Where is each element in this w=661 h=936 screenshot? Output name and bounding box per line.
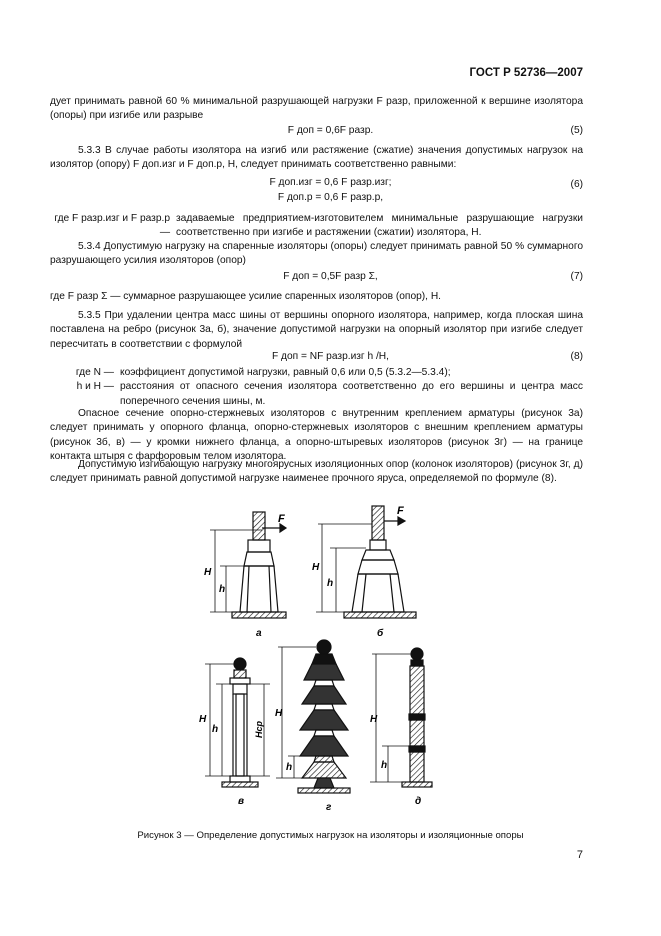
definition-8 <box>50 366 583 409</box>
insulator-d-drawing <box>370 648 432 787</box>
definition-6-text: задаваемые предприятием-изготовителем минимальные разрушающие нагрузки соответственно при изгибе и растяжении (сжатии) изолятора, Н. <box>176 213 583 239</box>
figure-caption: Рисунок 3 — Определение допустимых нагрузок на изоляторы и изоляционные опоры <box>137 830 524 841</box>
formula-6-number: (6) <box>570 179 583 190</box>
paragraph-5-3-4: 5.3.4 Допустимую нагрузку на спаренные изоляторы (опоры) следует принимать равной 50 % суммарного разрушающего усилия изоляторов (опор) <box>50 241 583 267</box>
label-h-lower-b: h <box>327 578 334 589</box>
label-f-b: F <box>397 505 404 517</box>
label-h-upper-d: H <box>370 714 378 725</box>
label-h-upper-b: H <box>312 562 320 573</box>
page-number: 7 <box>576 849 583 861</box>
definition-8-text-h: расстояния от опасного сечения изолятора соответственно до его вершины и центра масс поперечного сечения шины, м. <box>120 381 583 407</box>
formula-7-number: (7) <box>570 271 583 282</box>
insulator-a-drawing <box>210 512 286 618</box>
label-h-lower-g: h <box>286 762 293 773</box>
label-b: б <box>377 628 384 639</box>
definition-7: где F разр Σ — суммарное разрушающее усилие спаренных изоляторов (опор), Н. <box>50 291 442 302</box>
label-f-a: F <box>278 513 285 525</box>
label-h-lower-v: h <box>212 724 219 735</box>
formula-8: F доп = NF разр.изг h /H, <box>271 351 389 362</box>
paragraph-5-3-5: 5.3.5 При удалении центра масс шины от вершины опорного изолятора, например, когда плоская шина поставлена на ребро (рисунок 3а, б), значение допустимой нагрузки на опорный изолятор при изгибе следует пересчитать в соответствии с формулой <box>50 310 583 350</box>
formula-6b: F доп.р = 0,6 F разр.р, <box>277 192 384 203</box>
label-h-upper-a: H <box>204 567 212 578</box>
label-h-upper-v: H <box>199 714 207 725</box>
label-a: а <box>256 628 262 639</box>
label-h-lower-d: h <box>381 760 388 771</box>
label-hcp-v: Hср <box>254 720 264 738</box>
insulator-b-drawing <box>316 506 416 618</box>
formula-5-number: (5) <box>570 125 583 136</box>
label-g: г <box>326 802 332 813</box>
figure-3 <box>0 495 661 825</box>
label-v: в <box>238 796 245 807</box>
doc-code-header: ГОСТ Р 52736—2007 <box>469 67 583 79</box>
formula-6a: F доп.изг = 0,6 F разр.изг; <box>269 177 392 188</box>
paragraph-dangerous-section: Опасное сечение опорно-стержневых изоляторов с внутренним креплением арматуры (рисунок 3а) следует принимать у опорного фланца, опорно-стержневых изоляторов с внешним креплением арматуры (рисунок 3б, в) — у кромки нижнего фланца, а опорно-штыревых изоляторов (рисунок 3г) — на границе контакта штыря с фарфоровым телом изолятора. <box>50 408 583 463</box>
paragraph-columns: Допустимую изгибающую нагрузку многоярусных изоляционных опор (колонок изоляторов) (рисунок 3г, д) следует принимать равной допустимой нагрузке наименее прочного яруса, определяемой по формуле (8). <box>50 459 583 485</box>
label-d: д <box>415 796 422 807</box>
paragraph-5-3-3: 5.3.3 В случае работы изолятора на изгиб или растяжение (сжатие) значения допустимых нагрузок на изолятор (опору) F доп.изг и F доп.р, Н, следует принимать соответственно равными: <box>50 145 583 171</box>
definition-8-text-n: коэффициент допустимой нагрузки, равный 0,6 или 0,5 (5.3.2—5.3.4); <box>120 367 451 378</box>
label-h-lower-a: h <box>219 584 226 595</box>
definition-6-term: где F разр.изг и F разр.р — <box>54 213 170 239</box>
definition-8-term-n: где N — <box>75 367 114 378</box>
label-h-upper-g: H <box>275 708 283 719</box>
definition-8-term-h: h и H — <box>76 381 114 393</box>
formula-8-number: (8) <box>570 351 583 362</box>
definition-6 <box>50 212 583 241</box>
formula-5: F доп = 0,6F разр. <box>287 125 374 136</box>
paragraph-continued: дует принимать равной 60 % минимальной разрушающей нагрузки F разр, приложенной к вершине изолятора (опоры) при изгибе или разрыве <box>50 96 583 122</box>
formula-7: F доп = 0,5F разр Σ, <box>283 271 378 282</box>
